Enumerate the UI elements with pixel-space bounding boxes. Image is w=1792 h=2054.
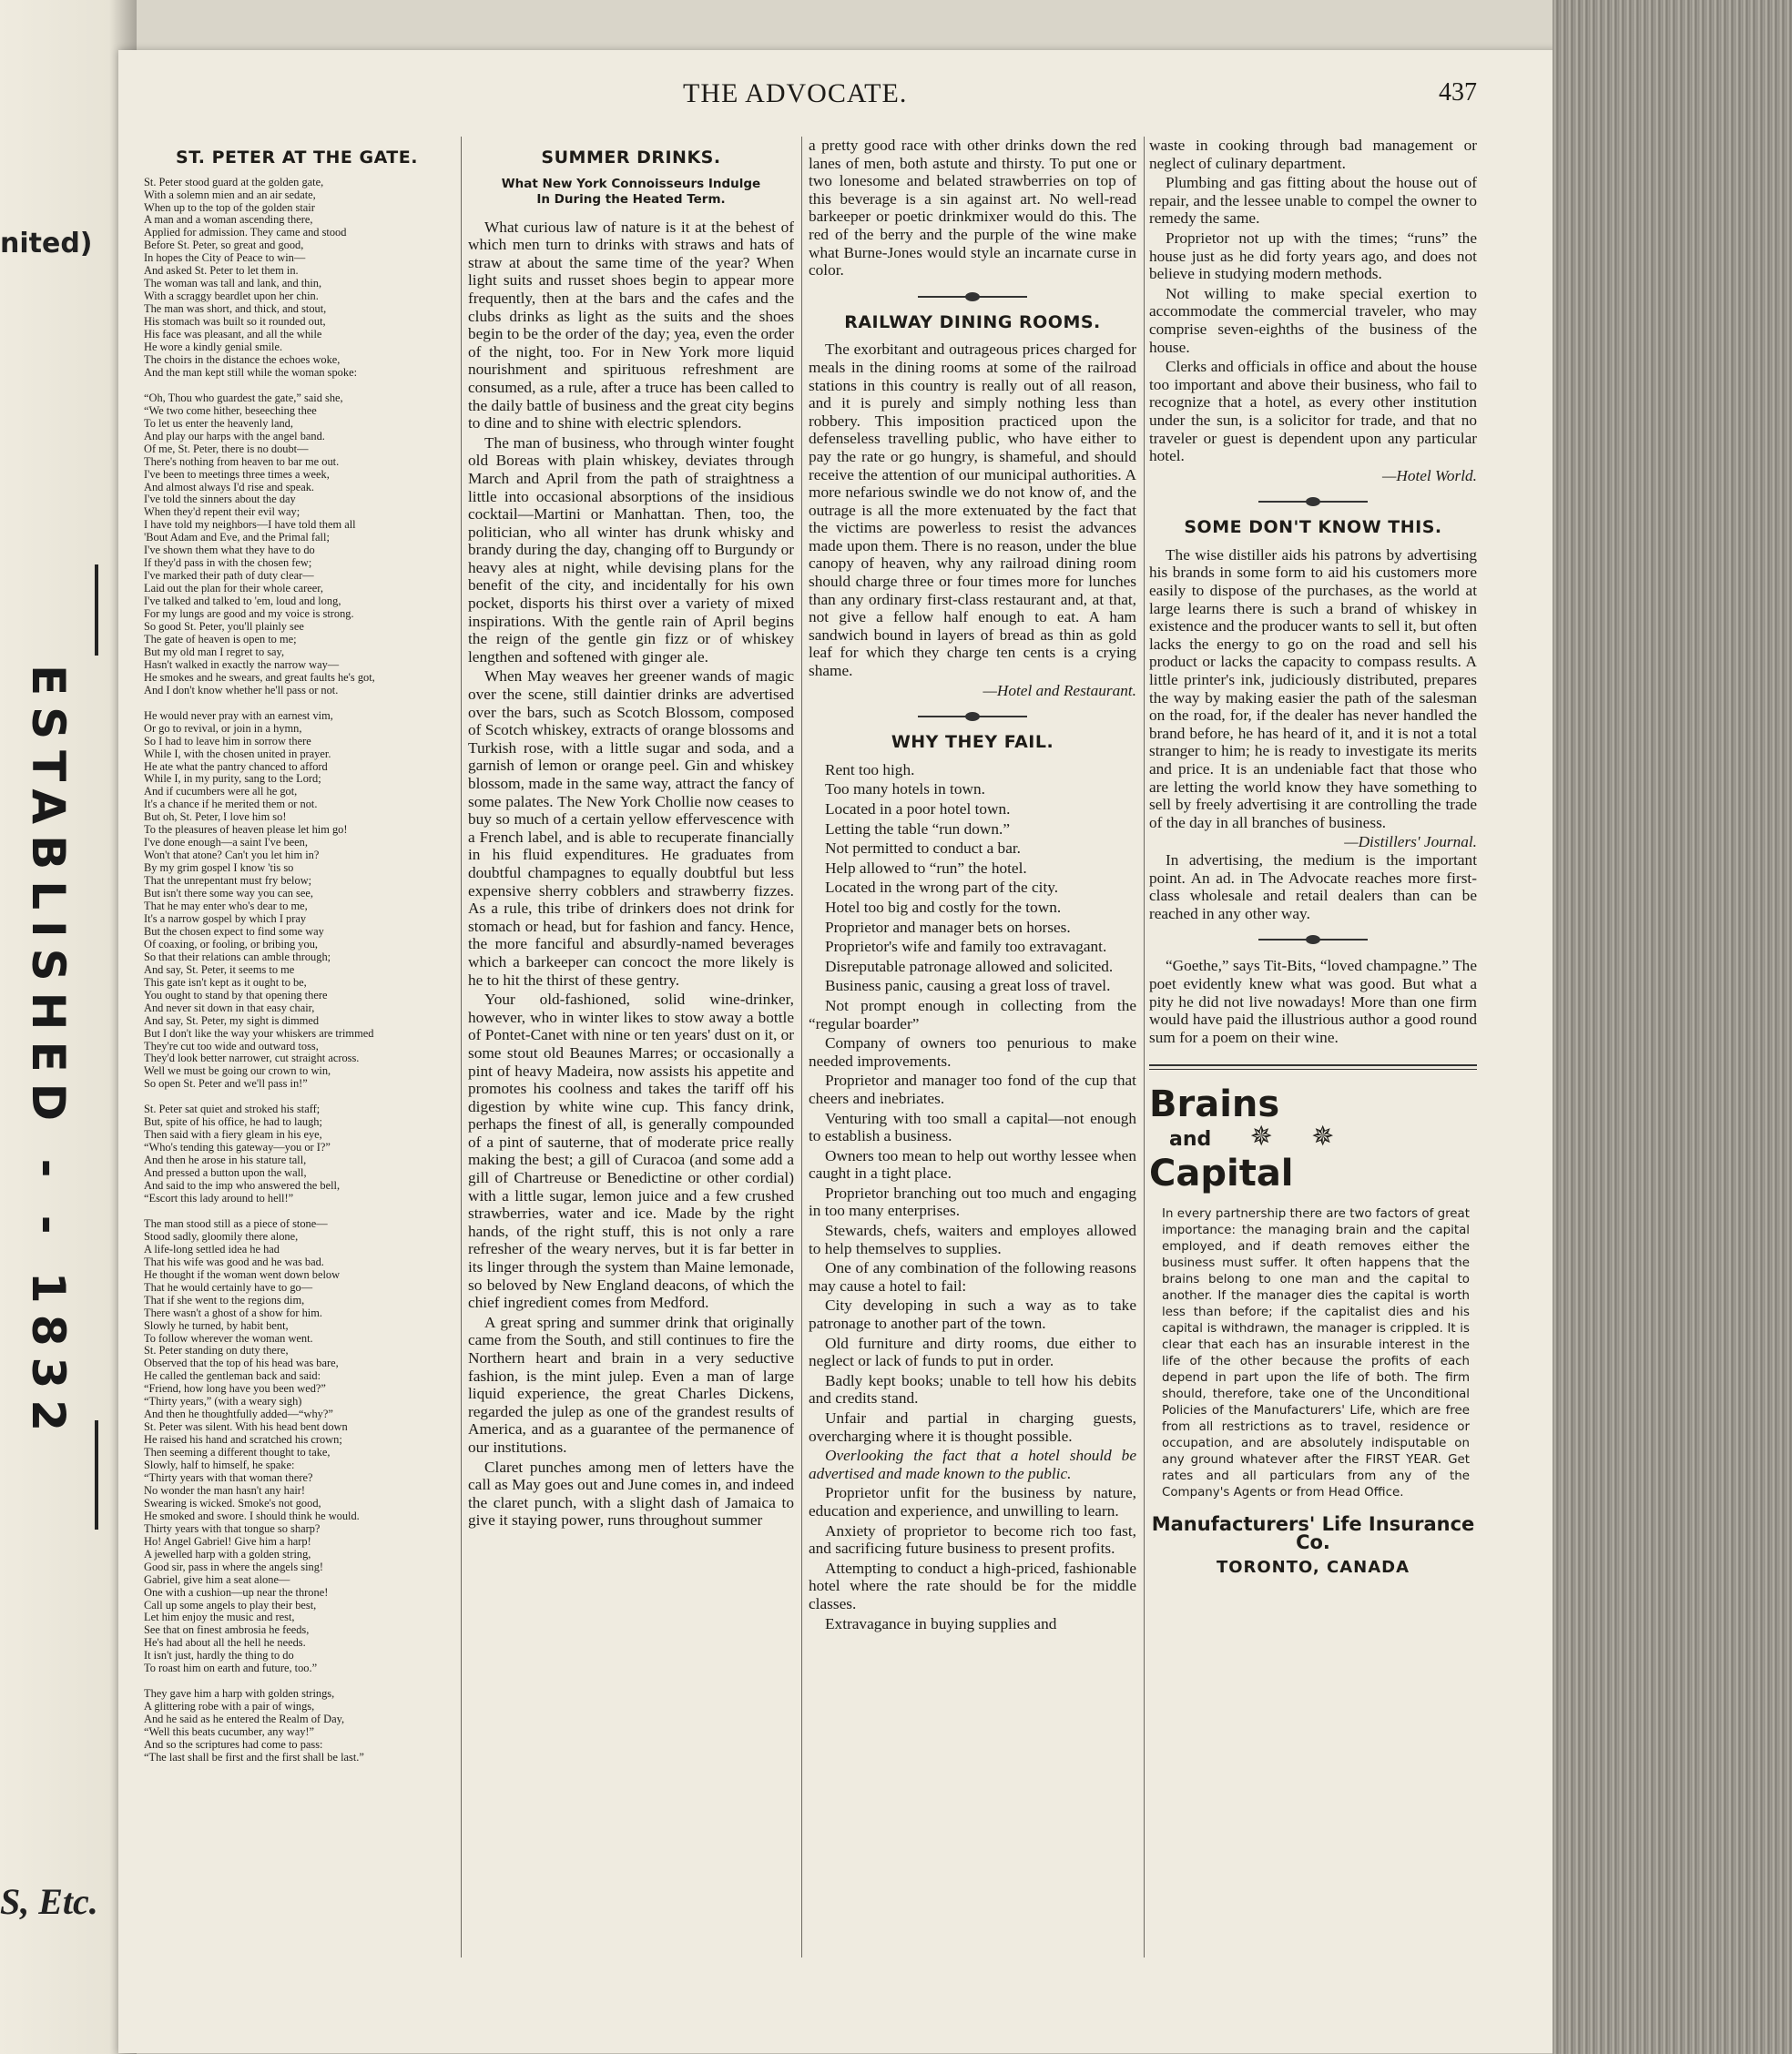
poem-line: St. Peter sat quiet and stroked his staff; [144,1103,321,1116]
fail-item: Proprietor and manager bets on horses. [825,918,1071,936]
fail-item: Proprietor and manager too fond of the cup that cheers and inebriates. [809,1072,1136,1107]
poem-line: To let us enter the heavenly land, [144,416,293,430]
fail-item: Anxiety of proprietor to become rich too fast, and sacrificing future business to present profits. [809,1521,1136,1558]
poem-line: Or go to revival, or join in a hymn, [144,721,302,735]
know-source-line [1149,833,1477,851]
summer-paragraph: A great spring and summer drink that originally came from the South, and still continues to fire the Northern heart and brain in a very seductive fashion, is the mint julep. Even a man of large liquid experience, the great Charles Dickens, regarded the julep as one of the grandest results of America, and as a guarantee of the permanence of our institutions. [468,1313,794,1456]
poem-line: And then he thoughtfully added—“why?” [144,1408,333,1421]
fail-item: Owners too mean to help out worthy lessee when caught in a tight place. [809,1146,1136,1183]
fail-item: Overlooking the fact that a hotel should be advertised and made known to the public. [809,1447,1136,1482]
poem-line: One with a cushion—up near the throne! [144,1585,329,1599]
railway-source-line [809,682,1136,700]
advocate-paragraph: In advertising, the medium is the important point. An ad. in The Advocate reaches more first-class wholesale and retail dealers than can be reached in any other way. [1149,850,1477,922]
star-ornament-icon: ✵ [1249,1122,1273,1153]
poem-line: To follow wherever the woman went. [144,1331,313,1345]
poem-line: Of me, St. Peter, there is no doubt— [144,442,309,455]
railway-body: The exorbitant and outrageous prices charged for meals in the dining rooms at some of the railroad stations in this country is really out of all reason, and it is purely and simply nothing less than robbery. This imposition practiced upon the defenseless travelling public, who have either to pay the rate or go hungry, is shameful, and should receive the attention of our municipal authorities. A more nefarious swindle we do not know of, and the outrage is all the more extenuated by the fact that the victims are powerless to resist the advances made upon them. There is no reason, under the blue canopy of heaven, why any railroad dining room should charge three or four times more for lunches than any ordinary first-class restaurant and, at that, not give a fellow half enough to eat. A ham sandwich bound in layers of bread as thin as gold leaf for which they charge ten cents is a crying shame. [809,341,1136,680]
poem-line: “Thirty years,” (with a weary sigh) [144,1395,302,1408]
poem-line: There wasn't a ghost of a show for him. [144,1306,322,1319]
poem-line: Thirty years with that tongue so sharp? [144,1521,321,1535]
poem-line: To roast him on earth and future, too.” [144,1662,318,1675]
poem-line: They'd look better narrower, cut straight across. [144,1052,360,1065]
fail-item: Unfair and partial in charging guests, overcharging where it is thought possible. [809,1409,1136,1445]
fail-item: Proprietor unfit for the business by nature, education and experience, and unwilling to learn. [809,1484,1136,1520]
poem-line: 'Bout Adam and Eve, and the Primal fall; [144,531,330,544]
column-rule-1 [461,137,462,1957]
stanza-gap [144,1205,450,1218]
fail-item: Extravagance in buying supplies and [825,1614,1057,1632]
poem-line: And he said as he entered the Realm of Day, [144,1713,345,1726]
poem-line: I have told my neighbors—I have told them all [144,518,356,532]
fail-item: Help allowed to “run” the hotel. [825,859,1027,877]
poem-line: He would never pray with an earnest vim, [144,708,333,722]
poem-line: He wore a kindly genial smile. [144,340,283,353]
fail-item: Company of owners too penurious to make needed improvements. [809,1034,1136,1070]
hotel-paragraph: Clerks and officials in office and about the house too important and above their business, who fail to recognize that a hotel, as every other institution under the sun, is a solicitor for trade, and that no traveler or guest is dependent upon any particular hotel. [1149,358,1477,465]
poem-line: That he would certainly have to go— [144,1280,313,1294]
hotel-source: —Hotel World. [1381,466,1477,484]
summer-paragraph: The man of business, who through winter fought old Boreas with plain whiskey, deviates through March and April from the path of straightness a little into occasional absorptions of the insidious cocktail—Martini or Manhattan. Then, too, the politician, who all winter has drunk whisky and brandy during the day, changing off to Burgundy or heavy ales at night, while devising plans for the benefit of the city, and incidentally for his own pocket, disports his thirst over a variety of mixed inspirations. With the gentle rain of April begins the reign of the gentle gin fizz or of whiskey lengthen and softened with ginger ale. [468,433,794,666]
stanza-gap [144,380,450,392]
poem-title: ST. PETER AT THE GATE. [176,147,418,168]
poem-line: Applied for admission. They came and stood [144,226,347,239]
poem-line: A jewelled harp with a golden string, [144,1547,311,1561]
section-divider [918,716,1027,717]
poem-line: A life-long settled idea he had [144,1242,280,1256]
section-divider [1258,939,1368,941]
poem-line: I've done enough—a saint I've been, [144,836,308,849]
hotel-paragraph: Not willing to make special exertion to accommodate the commercial traveler, who may comprise seven-eighths of the business of the house. [1149,284,1477,356]
poem-line: But isn't there some way you can see, [144,887,313,900]
poem-line: But the chosen expect to find some way [144,924,324,938]
poem-line: St. Peter was silent. With his head bent down [144,1420,348,1434]
poem-line: And if cucumbers were all he got, [144,785,298,798]
fail-item: Old furniture and dirty rooms, due either to neglect or lack of funds to put in order. [809,1334,1136,1370]
poem-line: But oh, St. Peter, I love him so! [144,810,287,824]
poem-line: While I, with the chosen united in prayer. [144,747,331,760]
hotel-continuation: waste in cooking through bad management or neglect of culinary department. [1149,137,1477,172]
railway-source: —Hotel and Restaurant. [983,681,1136,699]
fail-item: Located in the wrong part of the city. [825,879,1059,897]
summer-drinks-subtitle: What New York Connoisseurs Indulge In During the Heated Term. [501,176,761,207]
poem-line: He thought if the woman went down below [144,1267,341,1281]
poem-line: Laid out the plan for their whole career, [144,582,323,595]
fail-item: Proprietor's wife and family too extravagant. [825,938,1107,956]
poem-line: The man stood still as a piece of stone— [144,1216,328,1230]
poem-line: And then he arose in his stature tall, [144,1154,307,1167]
hotel-paragraph: Proprietor not up with the times; “runs” the house just as he did forty years ago, and does not believe in studying modern methods. [1149,229,1477,283]
poem-line: And I don't know whether he'll pass or not. [144,683,339,697]
poem-line: No wonder the man hasn't any hair! [144,1483,306,1497]
poem-line: “The last shall be first and the first shall be last.” [144,1751,364,1764]
drinks-continuation: a pretty good race with other drinks down the red lanes of men, both astute and thirsty. To put one or two lonesome and belated strawberries on top of this beverage is a sin against art. No well-read barkeeper or poetic drinkmixer would do this. The red of the berry and the purple of the wine make what Burne-Jones would style an incarnate curse in color. [809,137,1136,280]
poem-body [144,177,450,1764]
poem-line: Swearing is wicked. Smoke's not good, [144,1496,321,1510]
poem-line: A glittering robe with a pair of wings, [144,1700,315,1713]
poem-line: With a scraggy beardlet upon her chin. [144,290,319,303]
poem-line: St. Peter standing on duty there, [144,1344,289,1357]
poem-line: It's a chance if he merited them or not. [144,798,318,811]
poem-line: So good St. Peter, you'll plainly see [144,620,304,633]
know-title: SOME DON'T KNOW THIS. [1184,517,1442,538]
poem-line: Observed that the top of his head was bare, [144,1357,339,1370]
poem-line: “Who's tending this gateway—you or I?” [144,1141,331,1154]
poem-line: That if she went to the regions dim, [144,1293,305,1307]
poem-line: But I don't like the way your whiskers are trimmed [144,1026,374,1040]
fail-item: One of any combination of the following reasons may cause a hotel to fail: [809,1259,1136,1295]
summer-paragraph: Your old-fashioned, solid wine-drinker, however, who in winter likes to stow away a bottle of Pontet-Canet with nine or ten years' dust on it, or some stout old Beaunes Marres; or occasionally a pint of heavy Madeira, now assists his appetite and promotes his coolness and takes the tariff off his digestion by white wine cup. This fancy drink, perhaps the finest of all, is generally compounded of a pint of sauterne, that of moderate price really making the best; a gill of Curacoa (and some add a gill of Chartreuse or Benedictine or other cordial) with a little sugar, lemon juice and a few crushed strawberries, water and ice. Made by the right hands, of the right stuff, this is not only a rare refresher of the weary nerves, but it is far better in its linger through the system than Maine lemonade, so beloved by New England deacons, of which the chief ingredient comes from Medford. [468,991,794,1312]
spine-title-fragment: nited) [0,228,93,259]
poem-line: I've talked and talked to 'em, loud and long, [144,595,341,608]
poem-line: He ate what the pantry chanced to afford [144,759,328,773]
poem-line: “Well this beats cucumber, any way!” [144,1725,315,1739]
poem-line: When up to the top of the golden stair [144,200,315,214]
column-railway-fail [809,137,1136,1634]
poem-line: When they'd repent their evil way; [144,505,300,519]
poem-line: “Escort this lady around to hell!” [144,1191,294,1205]
poem-line: So open St. Peter and we'll pass in!” [144,1077,308,1091]
poem-line: The man was short, and thick, and stout, [144,302,327,316]
fail-item: Not prompt enough in collecting from the “regular boarder” [809,996,1136,1032]
running-head: THE ADVOCATE. [683,78,908,108]
page-number: 437 [1439,78,1477,107]
poem-line: While I, in my purity, sang to the Lord; [144,772,321,786]
fail-item: Attempting to conduct a high-priced, fashionable hotel where the rate should be for the middle classes. [809,1559,1136,1612]
poem-line: He raised his hand and scratched his crown; [144,1433,342,1447]
section-divider [918,296,1027,298]
poem-line: Slowly, half to himself, he spake: [144,1459,295,1472]
fail-list [809,761,1136,1632]
poem-line: It's a narrow gospel by which I pray [144,911,307,925]
poem-line: Hasn't walked in exactly the narrow way— [144,657,340,671]
poem-line: And pressed a button upon the wall, [144,1166,307,1180]
poem-line: For my lungs are good and my voice is strong. [144,607,354,621]
ad-and-line [1169,1122,1477,1153]
column-rule-2 [801,137,802,1957]
poem-line: And say, St. Peter, my sight is dimmed [144,1013,320,1027]
poem-line: The choirs in the distance the echoes woke, [144,352,341,366]
poem-line: There's nothing from heaven to bar me out. [144,454,340,468]
spine-rule-top [95,564,98,656]
ad-rule [1149,1064,1477,1070]
fail-item: Letting the table “run down.” [825,819,1010,838]
fail-item: Hotel too big and costly for the town. [825,898,1062,916]
poem-line: And said to the imp who answered the bell, [144,1179,341,1193]
poem-line: Ho! Angel Gabriel! Give him a harp! [144,1534,311,1548]
poem-line: I've been to meetings three times a week, [144,467,330,481]
column-st-peter [144,137,450,1764]
railway-title: RAILWAY DINING ROOMS. [844,311,1101,332]
brains-capital-ad [1149,1084,1477,1576]
fail-item: Disreputable patronage allowed and solicited. [825,957,1114,975]
poem-line: He called the gentleman back and said: [144,1369,321,1383]
poem-line: He's had about all the hell he needs. [144,1636,306,1650]
poem-line: To the pleasures of heaven please let him go! [144,823,348,837]
page-header [137,78,1502,115]
spine-established-text: ESTABLISHED - - 1832 [22,665,75,1443]
poem-line: Before St. Peter, so great and good, [144,239,304,252]
poem-line: It isn't just, hardly the thing to do [144,1649,294,1663]
poem-line: And asked St. Peter to let them in. [144,264,299,278]
poem-line: If they'd pass in with the chosen few; [144,556,312,570]
fail-title: WHY THEY FAIL. [891,732,1054,753]
poem-line: By my grim gospel I know 'tis so [144,861,294,875]
poem-line: He smoked and swore. I should think he would. [144,1509,360,1522]
poem-line: So that their relations can amble through; [144,950,331,963]
poem-line: And say, St. Peter, it seems to me [144,962,295,976]
poem-line: You ought to stand by that opening there [144,988,328,1002]
summer-drinks-title: SUMMER DRINKS. [541,147,721,168]
summer-paragraph: Claret punches among men of letters have the call as May goes out and June comes in, and indeed the claret punch, with a slight dash of Jamaica to give it staying power, runs throughout summer [468,1458,794,1530]
spine-rule-bottom [95,1420,98,1530]
poem-line: I've told the sinners about the day [144,493,296,506]
poem-line: And almost always I'd rise and speak. [144,480,315,493]
poem-line: St. Peter stood guard at the golden gate, [144,175,324,188]
ad-word-capital: Capital [1149,1152,1294,1195]
poem-line: And play our harps with the angel band. [144,429,325,442]
poem-line: That his wife was good and he was bad. [144,1255,324,1268]
poem-line: See that on finest ambrosia he feeds, [144,1623,310,1637]
star-ornament-icon: ✵ [1311,1122,1335,1153]
column-rule-3 [1144,137,1145,1957]
poem-line: That the unrepentant must fry below; [144,874,312,888]
poem-line: His face was pleasant, and all the while [144,328,322,341]
poem-line: But my old man I regret to say, [144,645,285,658]
poem-line: Let him enjoy the music and rest, [144,1611,295,1624]
fail-item: Venturing with too small a capital—not enough to establish a business. [809,1109,1136,1145]
binding-spine [0,0,137,2054]
poem-line: “We two come hither, beseeching thee [144,403,317,417]
poem-line: I've marked their path of duty clear— [144,569,314,583]
poem-line: Call up some angels to play their best, [144,1598,317,1612]
fail-item: Badly kept books; unable to tell how his debits and credits stand. [809,1371,1136,1408]
fail-item: Proprietor branching out too much and engaging in too many enterprises. [809,1184,1136,1220]
fail-item: Located in a poor hotel town. [825,800,1011,818]
poem-line: They're cut too wide and outward toss, [144,1039,319,1052]
ad-company: Manufacturers' Life Insurance Co. [1151,1512,1475,1553]
poem-line: Of coaxing, or fooling, or bribing you, [144,937,318,951]
goethe-paragraph: “Goethe,” says Tit-Bits, “loved champagne.” The poet evidently knew what was good. But what a pity he did not live nowadays! More than one firm would have paid the illustrious author a good round sum for a poem on their wine. [1149,957,1477,1046]
poem-line: Good sir, pass in where the angels sing! [144,1560,324,1573]
stanza-gap [144,697,450,710]
column-dont-know [1149,137,1477,1577]
ad-word-and: and [1169,1128,1212,1152]
poem-line: “Friend, how long have you been wed?” [144,1382,326,1396]
ad-city: TORONTO, CANADA [1216,1558,1410,1578]
fail-item: Business panic, causing a great loss of travel. [825,977,1111,995]
poem-line: They gave him a harp with golden strings, [144,1687,335,1701]
poem-line: He smokes and he swears, and great faults he's got, [144,670,375,684]
hotel-source-line [1149,467,1477,485]
section-divider [1258,501,1368,503]
fail-item: Too many hotels in town. [825,780,985,798]
poem-line: I've shown them what they have to do [144,544,315,557]
fail-item: City developing in such a way as to take patronage to another part of the town. [809,1296,1136,1333]
ad-word-brains: Brains [1149,1083,1280,1126]
ad-body: In every partnership there are two factors of great importance: the managing brain and the capital employed, and if death removes either the business must suffer. It often happens that the brains belong to one man and the capital to another. If the manager dies the capital is worth less than before; if the capitalist dies and his capital is withdrawn, the manager is crippled. It is clear that each has an insurable interest in the life of the other because the profits of each depend in part upon the life of both. The firm should, therefore, take one of the Unconditional Policies of the Manufacturers' Life, which are free from all restrictions as to travel, residence or occupation, and are absolutely indisputable on any ground whatever after the FIRST YEAR. Get rates and all particulars from any of the Company's Agents or from Head Office. [1162,1206,1470,1500]
page-edges [1553,0,1792,2054]
poem-line: A man and a woman ascending there, [144,213,313,227]
stanza-gap [144,1675,450,1688]
poem-line: In hopes the City of Peace to win— [144,251,306,265]
spine-etc-fragment: S, Etc. [0,1881,98,1922]
summer-paragraph: What curious law of nature is it at the behest of which men turn to drinks with straws and hats of straw at about the same time of the year? When light suits and russet shoes begin to appear more frequently, then at the bars and the cafes and the clubs drinks as light as the suits and the shoes begin to be the order of the day; yea, even the order of the night, too. For in New York more liquid nourishment and spirituous refreshment are consumed, as a rule, after a truce has been called to the daily battle of business and the great city begins to dine and to shine with electric splendors. [468,218,794,432]
know-source: —Distillers' Journal. [1344,833,1477,851]
fail-item: Rent too high. [825,760,915,778]
poem-line: But, spite of his office, he had to laugh; [144,1115,322,1129]
hotel-paragraph: Plumbing and gas fitting about the house out of repair, and the lessee unable to compel the owner to remedy the same. [1149,174,1477,228]
poem-line: “Oh, Thou who guardest the gate,” said she, [144,391,343,404]
poem-line: With a solemn mien and an air sedate, [144,188,316,201]
poem-line: So I had to leave him in sorrow there [144,734,311,747]
poem-line: That he may enter who's dear to me, [144,900,308,913]
poem-line: Stood sadly, gloomily there alone, [144,1229,299,1243]
fail-item: Stewards, chefs, waiters and employes allowed to help themselves to supplies. [809,1222,1136,1257]
fail-item: Not permitted to conduct a bar. [825,839,1021,858]
poem-line: Won't that atone? Can't you let him in? [144,849,320,862]
poem-line: And the man kept still while the woman spoke: [144,365,358,379]
poem-line: And so the scriptures had come to pass: [144,1738,323,1752]
poem-line: Then said with a fiery gleam in his eye, [144,1128,322,1142]
poem-line: The gate of heaven is open to me; [144,632,297,646]
poem-line: Well we must be going our crown to win, [144,1064,331,1078]
poem-line: Slowly he turned, by habit bent, [144,1318,289,1332]
stanza-gap [144,1091,450,1103]
summer-paragraph: When May weaves her greener wands of magic over the scene, still daintier drinks are advertised over the bars, such as Scotch Blossom, composed of Scotch whiskey, extracts of orange blossoms and Turkish rose, with a little sugar and soda, and a garnish of lemon or orange peel. Gin and whiskey blossom, made in the same way, attract the fancy of some palates. The New York Chollie now ceases to buy so much of a certain yellow effervescence with a French label, and is able to recuperate financially in his fluid expenditures. He graduates from doubtful champagnes to equally doubtful but less expensive sherry cobblers and strawberry fizzes. As a rule, this tribe of drinkers does not drink for stomach or head, but for fashion and fancy. Hence, the more fanciful and absurdly-named beverages which a barkeeper can concoct the more likely is he to hit the thirst of these gentry. [468,667,794,989]
know-body: The wise distiller aids his patrons by advertising his brands in some form to aid his customers more easily to dispose of the purchases, as the world at large learns there is such a brand of whiskey in existence and the producer wants to sell it, but often lacks the energy to go on the road and sell his product or lacks the capacity to compass results. A little printer's ink, judiciously distributed, prepares the way by making easier the path of the salesman on the road, for, if the dealer has never handled the brand before, he has heard of it, and it is not a total stranger to him; he is ready to investigate its merits and price. It is an undeniable fact that those who are letting the world know they have something to sell by freely advertising it are controlling the trade of the day in all branches of business. [1149,545,1477,831]
poem-line: And never sit down in that easy chair, [144,1001,315,1014]
poem-line: Gabriel, give him a seat alone— [144,1572,290,1586]
poem-line: “Thirty years with that woman there? [144,1471,313,1484]
poem-line: This gate isn't kept as it ought to be, [144,975,307,989]
poem-line: The woman was tall and lank, and thin, [144,277,322,290]
poem-line: His stomach was built so it rounded out, [144,315,326,329]
poem-line: Then seeming a different thought to take, [144,1446,331,1459]
column-summer-drinks [468,137,794,1531]
